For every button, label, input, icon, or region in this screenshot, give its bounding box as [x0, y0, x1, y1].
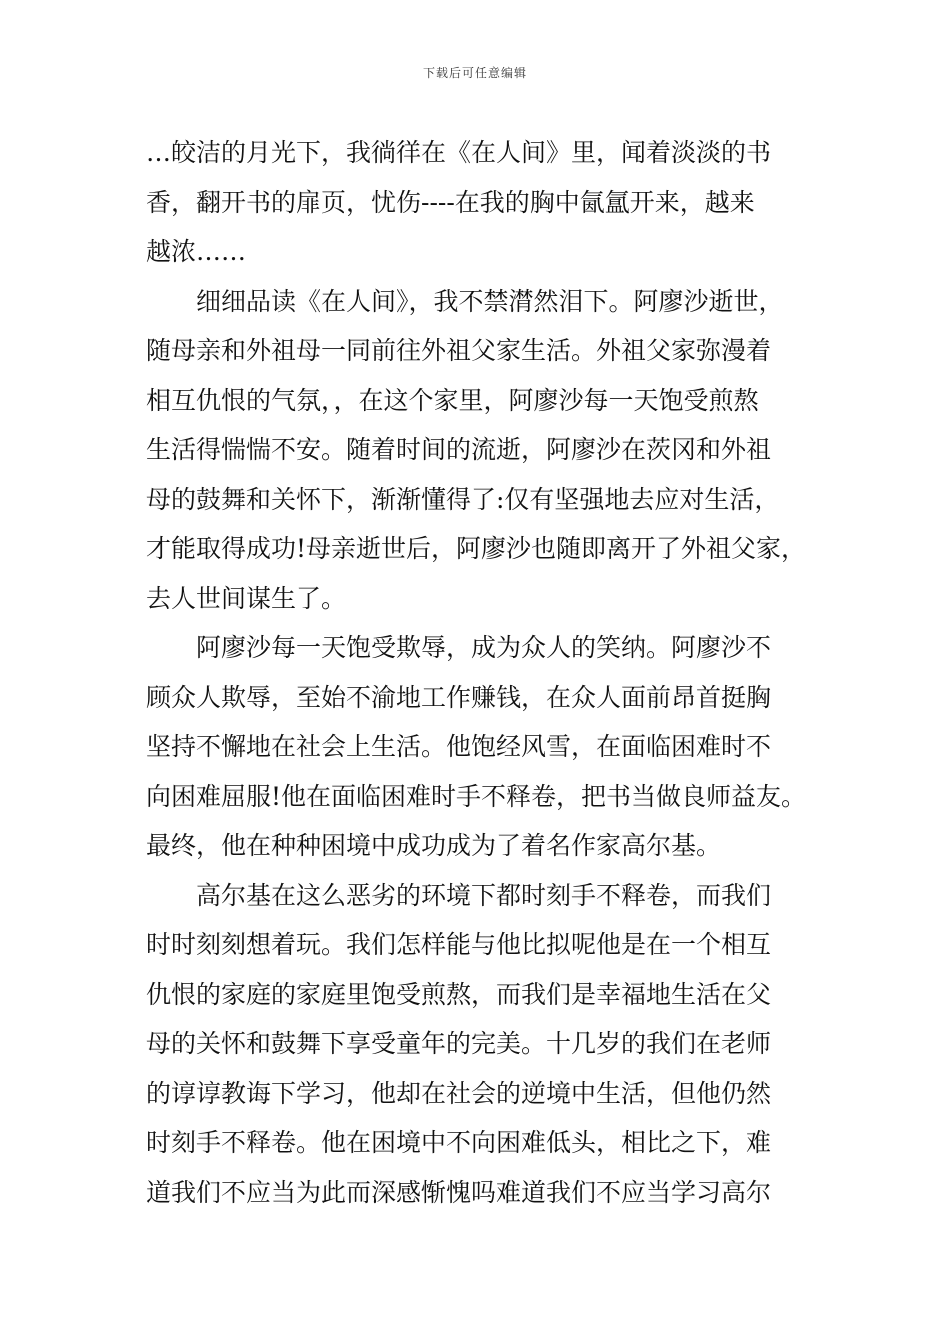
page-header: 下载后可任意编辑	[422, 66, 527, 80]
text-line: 香，翻开书的扉页，忧伤----在我的胸中氤氲开来，越来	[146, 187, 755, 217]
text-line: 随母亲和外祖母一同前往外祖父家生活。外祖父家弥漫着	[146, 336, 772, 365]
paragraph-start-line: 细细品读《在人间》，我不禁潸然泪下。阿廖沙逝世，	[196, 286, 784, 316]
text-line: 坚持不懈地在社会上生活。他饱经风雪，在面临困难时不	[146, 732, 772, 761]
document-body	[146, 128, 836, 1217]
text-line: 生活得惴惴不安。随着时间的流逝，阿廖沙在茨冈和外祖	[146, 435, 772, 464]
text-line: 向困难屈服!他在面临困难时手不释卷，把书当做良师益友。	[146, 781, 807, 811]
text-line: 的谆谆教诲下学习，他却在社会的逆境中生活，但他仍然	[146, 1078, 772, 1108]
text-line: 越浓……	[146, 237, 247, 266]
text-line: 时时刻刻想着玩。我们怎样能与他比拟呢他是在一个相互	[146, 930, 772, 959]
text-line: 才能取得成功!母亲逝世后，阿廖沙也随即离开了外祖父家，	[146, 534, 807, 563]
text-line: 相互仇恨的气氛，，在这个家里，阿廖沙每一天饱受煎熬	[146, 385, 759, 415]
text-line: 母的鼓舞和关怀下，渐渐懂得了:仅有坚强地去应对生活，	[146, 484, 780, 514]
text-line: 仇恨的家庭的家庭里饱受煎熬，而我们是幸福地生活在父	[146, 979, 772, 1009]
text-line: 道我们不应当为此而深感惭愧吗难道我们不应当学习高尔	[146, 1177, 772, 1207]
text-line: 时刻手不释卷。他在困境中不向困难低头，相比之下，难	[146, 1128, 772, 1157]
paragraph-start-line: 阿廖沙每一天饱受欺辱，成为众人的笑纳。阿廖沙不	[196, 633, 772, 662]
text-line: 最终，他在种种困境中成功成为了着名作家高尔基。	[146, 831, 722, 860]
text-line: 母的关怀和鼓舞下享受童年的完美。十几岁的我们在老师	[146, 1029, 772, 1058]
text-line: 顾众人欺辱，至始不渝地工作赚钱，在众人面前昂首挺胸	[146, 682, 772, 712]
text-line: …皎洁的月光下，我徜徉在《在人间》里，闻着淡淡的书	[146, 138, 772, 167]
text-line: 去人世间谋生了。	[146, 583, 347, 613]
paragraph-start-line: 高尔基在这么恶劣的环境下都时刻手不释卷，而我们	[196, 880, 772, 910]
